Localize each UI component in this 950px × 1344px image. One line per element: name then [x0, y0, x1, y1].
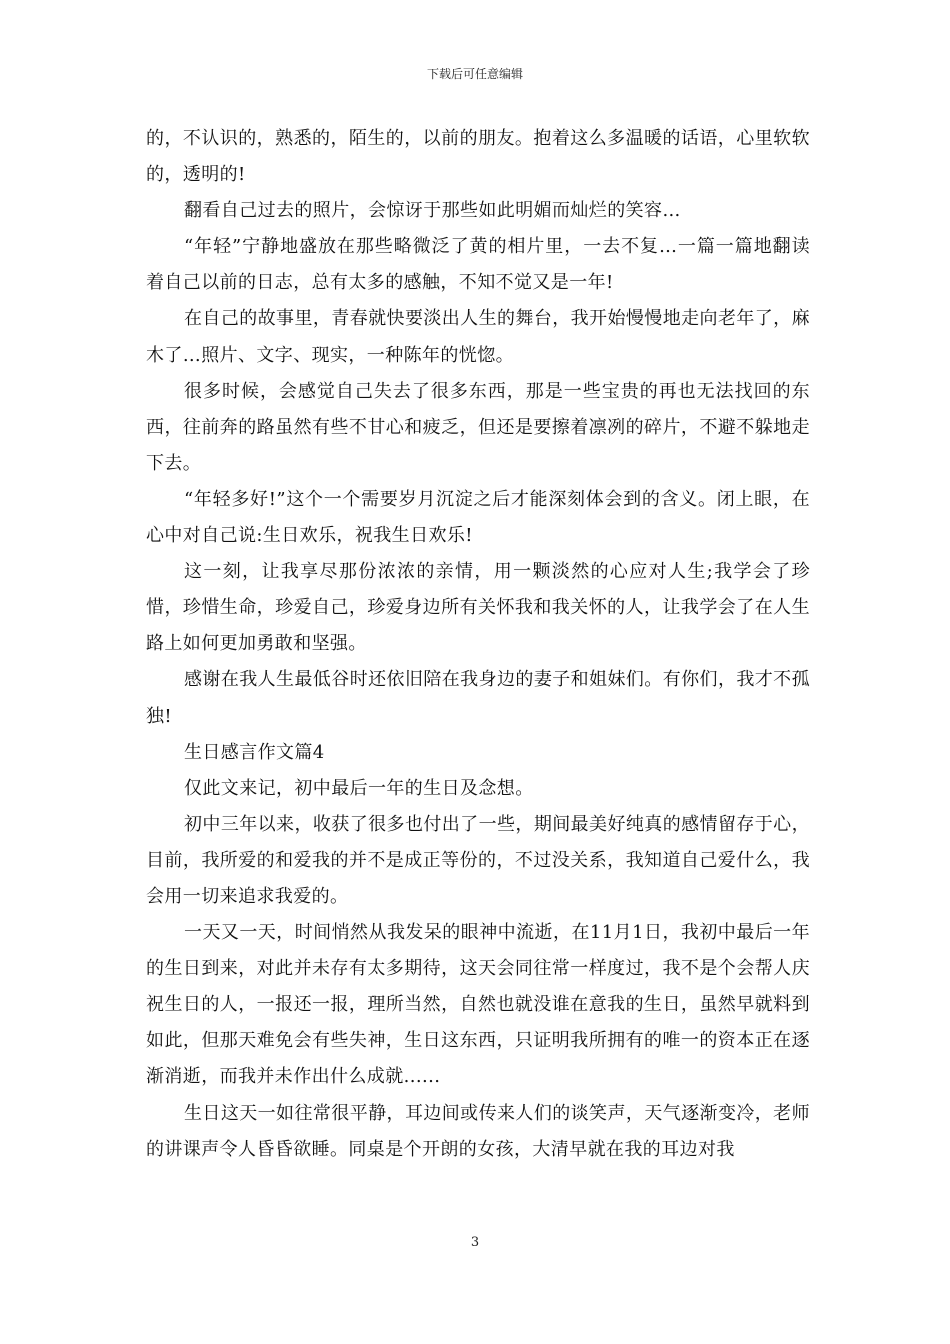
- paragraph: 仅此文来记，初中最后一年的生日及念想。: [184, 777, 534, 799]
- paragraph: 的，不认识的，熟悉的，陌生的，以前的朋友。抱着这么多温暖的话语，心里软软的，透明的!: [146, 128, 810, 186]
- paragraph: 翻看自己过去的照片，会惊讶于那些如此明媚而灿烂的笑容…: [184, 200, 681, 222]
- paragraph: “年轻多好!”这个一个需要岁月沉淀之后才能深刻体会到的含义。闭上眼，在心中对自己说:生日欢乐，祝我生日欢乐!: [146, 488, 810, 547]
- paragraph: 一天又一天，时间悄然从我发呆的眼神中流逝，在11月1日，我初中最后一年的生日到来，对此并未存有太多期待，这天会同往常一样度过，我不是个会帮人庆祝生日的人，一报还一报，理所当然，自然也就没谁在意我的生日，虽然早就料到如此，但那天难免会有些失神，生日这东西，只证明我所拥有的唯一的资本正在逐渐消逝，而我并未作出什么成就......: [146, 922, 810, 1088]
- paragraph: 在自己的故事里，青春就快要淡出人生的舞台，我开始慢慢地走向老年了，麻木了…照片、文字、现实，一种陈年的恍惚。: [146, 308, 810, 366]
- page-header: 下载后可任意编辑: [426, 67, 523, 81]
- section-heading: 生日感言作文篇4: [184, 741, 325, 763]
- paragraph: 很多时候，会感觉自己失去了很多东西，那是一些宝贵的再也无法找回的东西，往前奔的路虽然有些不甘心和疲乏，但还是要擦着凛冽的碎片，不避不躲地走下去。: [146, 380, 810, 474]
- document-body: [146, 121, 810, 1168]
- paragraph: 初中三年以来，收获了很多也付出了一些，期间最美好纯真的感情留存于心，目前，我所爱的和爱我的并不是成正等份的，不过没关系，我知道自己爱什么，我会用一切来追求我爱的。: [146, 813, 810, 907]
- paragraph: 感谢在我人生最低谷时还依旧陪在我身边的妻子和姐妹们。有你们，我才不孤独!: [146, 669, 810, 727]
- paragraph: 这一刻，让我享尽那份浓浓的亲情，用一颗淡然的心应对人生;我学会了珍惜，珍惜生命，珍爱自己，珍爱身边所有关怀我和我关怀的人，让我学会了在人生路上如何更加勇敢和坚强。: [146, 561, 810, 655]
- paragraph: “年轻”宁静地盛放在那些略微泛了黄的相片里，一去不复…一篇一篇地翻读着自己以前的日志，总有太多的感触，不知不觉又是一年!: [146, 236, 810, 294]
- page-number: 3: [470, 1235, 480, 1250]
- paragraph: 生日这天一如往常很平静，耳边间或传来人们的谈笑声，天气逐渐变冷，老师的讲课声令人昏昏欲睡。同桌是个开朗的女孩，大清早就在我的耳边对我: [146, 1102, 810, 1160]
